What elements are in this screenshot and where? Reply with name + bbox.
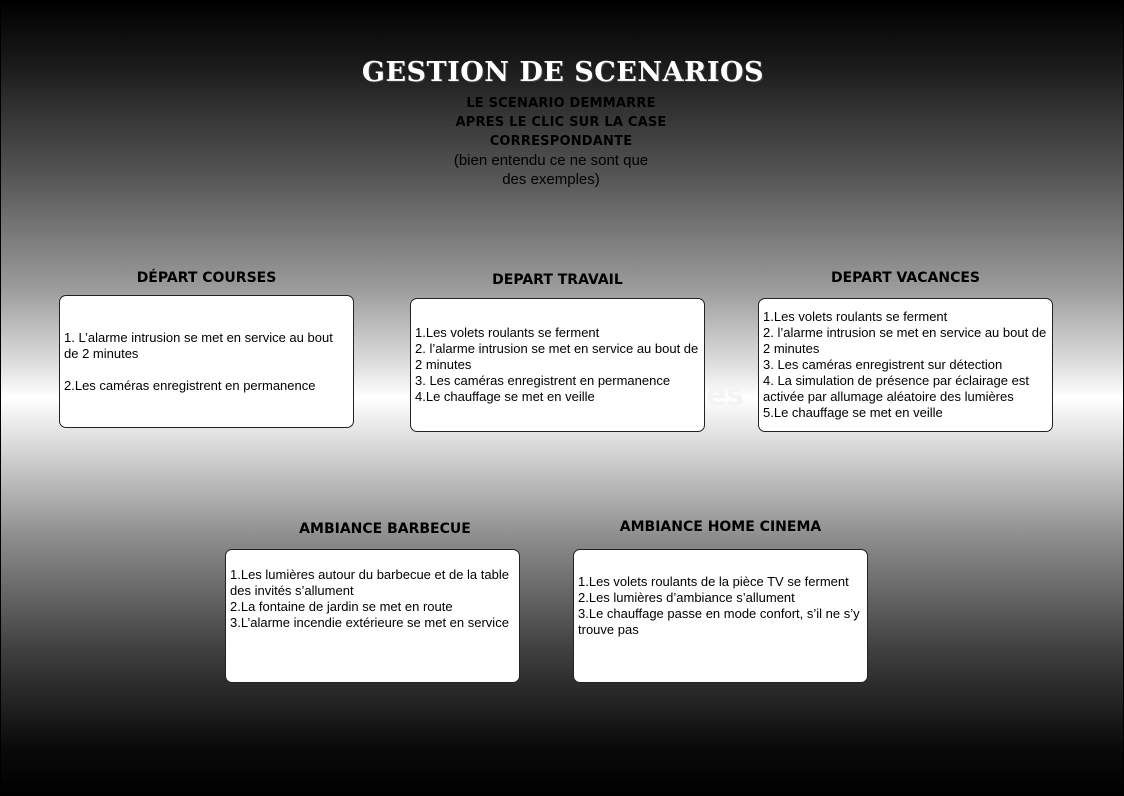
subtitle [381, 94, 741, 151]
scenario-steps [415, 325, 700, 405]
background-watermark: es [706, 378, 745, 413]
scenario-box-ambiance-home-cinema[interactable] [573, 549, 868, 683]
heading-ambiance-barbecue: AMBIANCE BARBECUE [299, 521, 471, 537]
scenario-steps [230, 567, 515, 631]
scenario-step: 2. l’alarme intrusion se met en service au bout de 2 minutes [763, 325, 1047, 356]
note-line: (bien entendu ce ne sont que [453, 152, 649, 169]
scenario-box-depart-vacances[interactable] [758, 298, 1053, 432]
scenario-box-ambiance-barbecue[interactable] [225, 549, 520, 683]
subtitle-line: CORRESPONDANTE [489, 134, 633, 149]
scenario-steps [578, 574, 863, 638]
scenario-step: 3. Les caméras enregistrent en permanence [415, 373, 671, 388]
scenario-step: 1.Les volets roulants se ferment [763, 309, 948, 324]
heading-depart-vacances: DEPART VACANCES [830, 270, 981, 286]
scenario-box-depart-travail[interactable] [410, 298, 705, 432]
examples-note [431, 151, 671, 189]
note-line: des exemples) [502, 171, 600, 188]
scenario-step: 1. L’alarme intrusion se met en service au bout de 2 minutes [64, 329, 333, 361]
subtitle-line: APRES LE CLIC SUR LA CASE [455, 115, 667, 130]
scenario-step: 2.Les lumières d’ambiance s’allument [578, 590, 795, 605]
scenario-step: 2.Les caméras enregistrent en permanence [64, 377, 316, 393]
scenario-steps [763, 309, 1048, 421]
scenario-step: 2.La fontaine de jardin se met en route [230, 599, 453, 614]
scenario-step: 3.L’alarme incendie extérieure se met en service [230, 615, 509, 630]
heading-depart-travail: DEPART TRAVAIL [492, 272, 623, 288]
scenario-step: 3.Le chauffage passe en mode confort, s’il ne s’y trouve pas [578, 606, 860, 637]
scenario-step: 3. Les caméras enregistrent sur détection [763, 357, 1003, 372]
scenario-steps [64, 330, 349, 394]
scenario-step: 1.Les volets roulants de la pièce TV se ferment [578, 574, 849, 589]
heading-depart-courses: DÉPART COURSES [136, 270, 277, 286]
page-title: GESTION DE SCENARIOS [361, 57, 765, 88]
scenario-step: 4. La simulation de présence par éclairage est activée par allumage aléatoire des lumières [763, 373, 1029, 404]
scenario-step: 2. l’alarme intrusion se met en service au bout de 2 minutes [415, 341, 699, 372]
scenario-step: 5.Le chauffage se met en veille [763, 405, 943, 420]
scenario-step: 4.Le chauffage se met en veille [415, 389, 595, 404]
heading-ambiance-home-cinema: AMBIANCE HOME CINEMA [619, 519, 822, 535]
subtitle-line: LE SCENARIO DEMMARRE [466, 96, 656, 111]
scenario-step: 1.Les lumières autour du barbecue et de la table des invités s’allument [230, 567, 509, 598]
scenario-step: 1.Les volets roulants se ferment [415, 325, 600, 340]
scenario-box-depart-courses[interactable] [59, 295, 354, 428]
